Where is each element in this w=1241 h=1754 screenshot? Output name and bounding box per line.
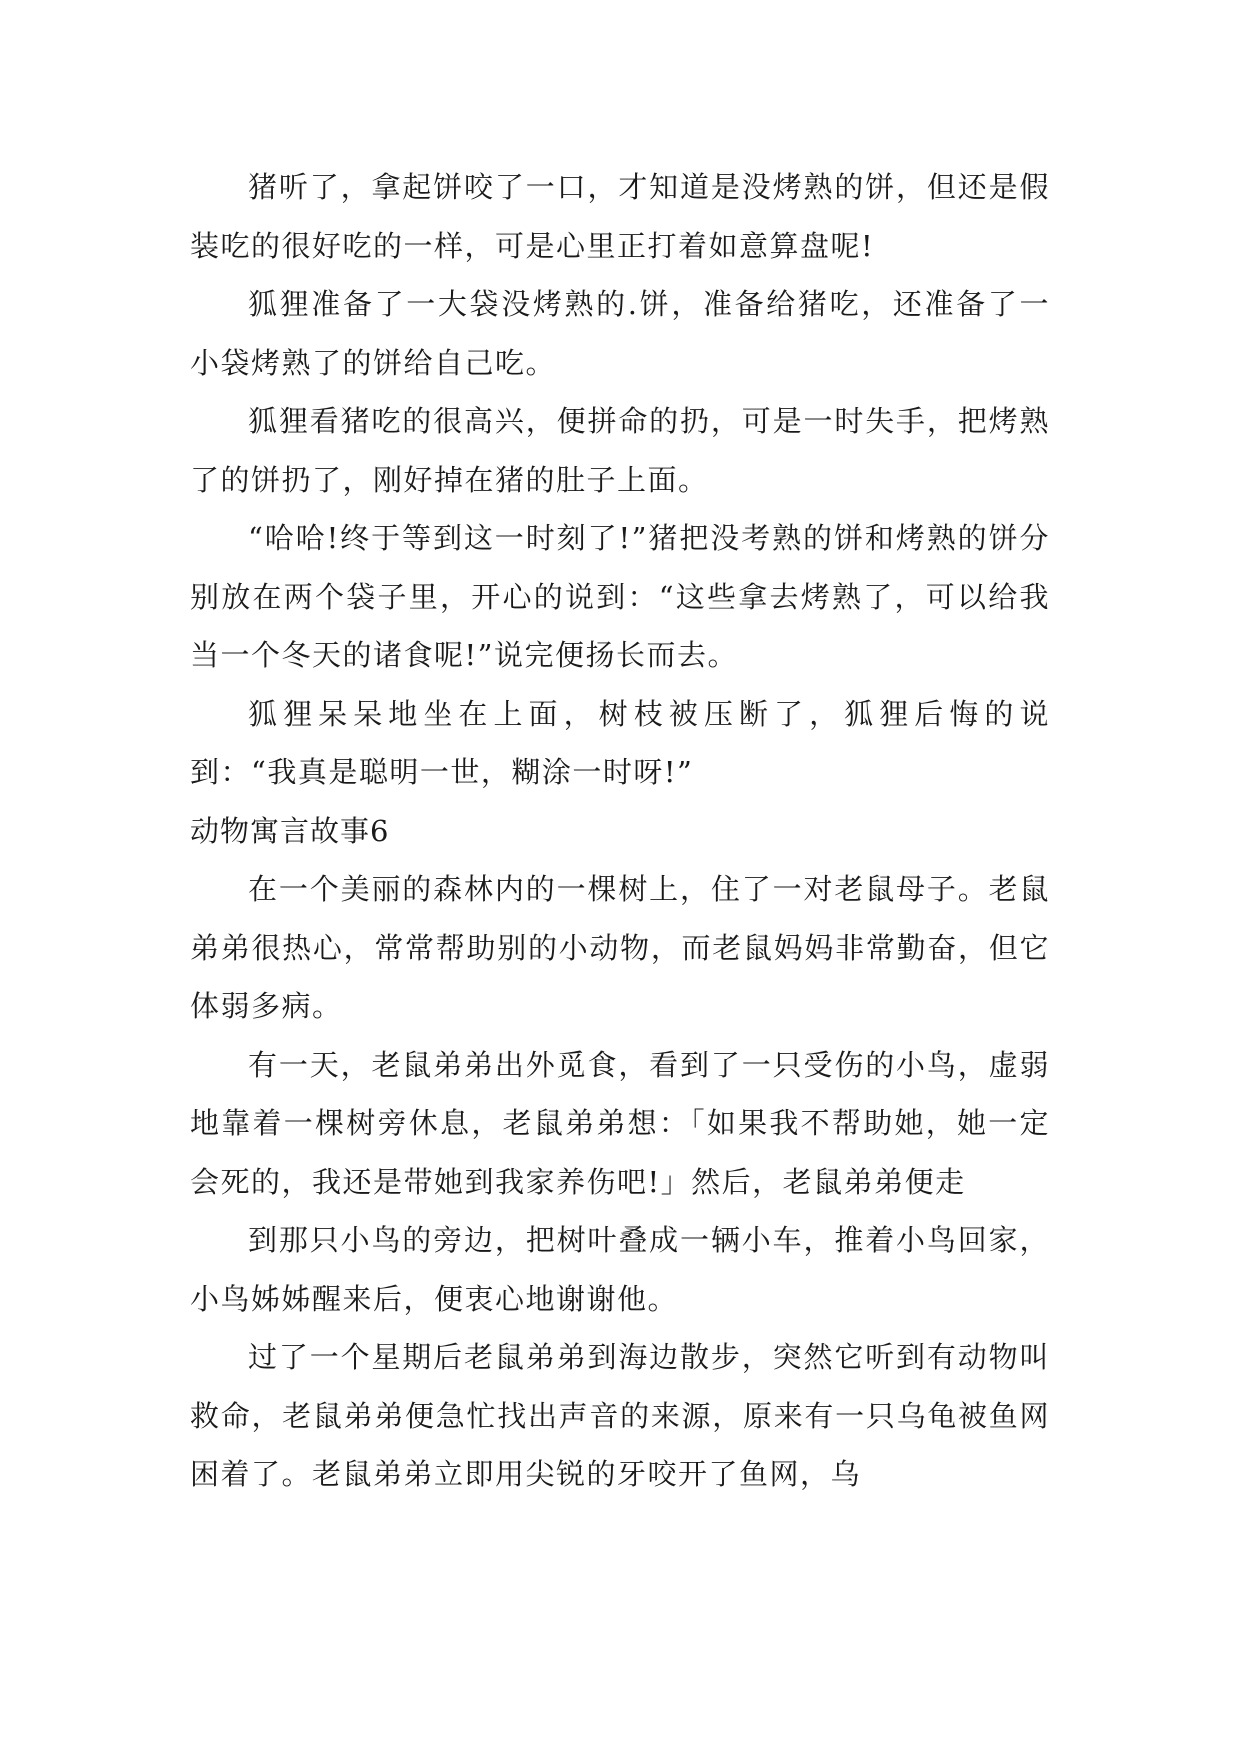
paragraph-fox-throws-cakes: 狐狸看猪吃的很高兴，便拼命的扔，可是一时失手，把烤熟了的饼扔了，刚好掉在猪的肚子上面。: [190, 404, 1050, 497]
paragraph-pig-leaves: “哈哈!终于等到这一时刻了!”猪把没考熟的饼和烤熟的饼分别放在两个袋子里，开心的说到：“这些拿去烤熟了，可以给我当一个冬天的诸食呢!”说完便扬长而去。: [190, 521, 1050, 672]
paragraph-mouse-family: 在一个美丽的森林内的一棵树上，住了一对老鼠母子。老鼠弟弟很热心，常常帮助别的小动物，而老鼠妈妈非常勤奋，但它体弱多病。: [190, 872, 1050, 1023]
section-heading: 动物寓言故事6: [190, 813, 390, 848]
paragraph-mouse-finds-bird: 有一天，老鼠弟弟出外觅食，看到了一只受伤的小鸟，虚弱地靠着一棵树旁休息，老鼠弟弟想：「如果我不帮助她，她一定会死的，我还是带她到我家养伤吧!」然后，老鼠弟弟便走: [190, 1047, 1050, 1199]
paragraph-fox-prepares-cakes: 狐狸准备了一大袋没烤熟的.饼，准备给猪吃，还准备了一小袋烤熟了的饼给自己吃。: [190, 287, 1050, 380]
paragraph-fox-regrets: 狐狸呆呆地坐在上面，树枝被压断了，狐狸后悔的说到：“我真是聪明一世，糊涂一时呀!”: [190, 696, 1050, 789]
paragraph-mouse-saves-turtle: 过了一个星期后老鼠弟弟到海边散步，突然它听到有动物叫救命，老鼠弟弟便急忙找出声音的来源，原来有一只乌龟被鱼网困着了。老鼠弟弟立即用尖锐的牙咬开了鱼网，乌: [190, 1340, 1050, 1491]
paragraph-mouse-carries-bird: 到那只小鸟的旁边，把树叶叠成一辆小车，推着小鸟回家，小鸟姊姊醒来后，便衷心地谢谢他。: [190, 1223, 1050, 1316]
paragraph-pig-bites-cake: 猪听了，拿起饼咬了一口，才知道是没烤熟的饼，但还是假装吃的很好吃的一样，可是心里正打着如意算盘呢!: [190, 170, 1050, 263]
document-body: [190, 158, 1050, 1504]
